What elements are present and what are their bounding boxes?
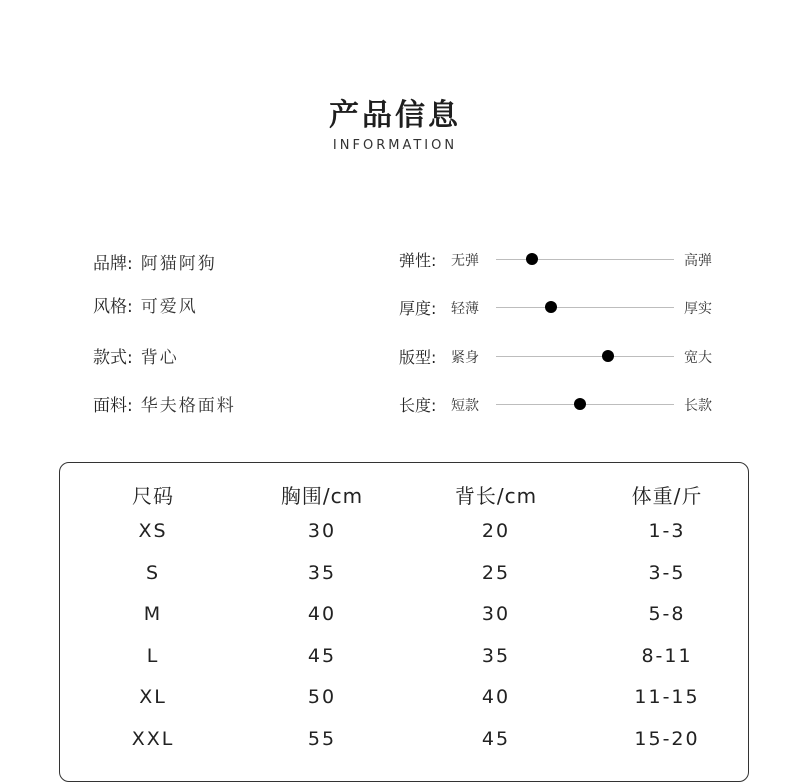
size-header-weight: 体重/斤 [631, 484, 703, 508]
size-table-cell: 35 [481, 645, 511, 667]
attribute-track [496, 259, 674, 260]
size-table-cell: M [143, 603, 163, 625]
size-table-cell: XL [139, 686, 167, 708]
info-row-fabric [93, 390, 236, 416]
info-key: 风格: [93, 296, 133, 317]
size-table-cell: 40 [481, 686, 511, 708]
size-header-chest: 胸围/cm [280, 484, 364, 508]
size-table-cell: 8-11 [641, 645, 693, 667]
attribute-row-length [399, 391, 729, 417]
attribute-high-label: 厚实 [684, 301, 712, 317]
info-key: 面料: [93, 395, 133, 416]
attribute-marker [526, 253, 538, 265]
size-table-cell: 45 [481, 728, 511, 750]
size-table-cell: 35 [307, 562, 337, 584]
size-table-cell: 50 [307, 686, 337, 708]
size-table-cell: 1-3 [648, 520, 686, 542]
size-table-cell: 5-8 [648, 603, 686, 625]
attribute-label: 长度: [399, 396, 437, 415]
size-table-cell: 20 [481, 520, 511, 542]
info-row-type [93, 342, 179, 368]
size-table-cell: 15-20 [634, 728, 700, 750]
attribute-track [496, 356, 674, 357]
attribute-row-thickness [399, 294, 729, 320]
size-table-cell: XXL [131, 728, 175, 750]
size-table-cell: 3-5 [648, 562, 686, 584]
info-key: 品牌: [93, 253, 133, 274]
info-value: 可爱风 [140, 296, 198, 317]
attribute-row-fit [399, 343, 729, 369]
page-subtitle: INFORMATION [332, 138, 458, 153]
attribute-label: 弹性: [399, 251, 437, 270]
size-table-cell: 55 [307, 728, 337, 750]
attribute-marker [602, 350, 614, 362]
size-table-cell: 30 [481, 603, 511, 625]
size-header-back-length: 背长/cm [454, 484, 538, 508]
attribute-low-label: 无弹 [451, 253, 479, 269]
attribute-high-label: 宽大 [684, 350, 712, 366]
attribute-high-label: 长款 [684, 398, 712, 414]
attribute-high-label: 高弹 [684, 253, 712, 269]
attribute-low-label: 紧身 [451, 350, 479, 366]
info-key: 款式: [93, 347, 133, 368]
info-value: 背心 [140, 347, 179, 368]
size-table-cell: L [146, 645, 160, 667]
size-table-cell: 40 [307, 603, 337, 625]
attribute-track [496, 307, 674, 308]
attribute-marker [545, 301, 557, 313]
size-table-cell: 45 [307, 645, 337, 667]
attribute-label: 厚度: [399, 299, 437, 318]
attribute-low-label: 短款 [451, 398, 479, 414]
size-table-cell: S [145, 562, 161, 584]
info-row-brand [93, 248, 217, 274]
size-table-cell: 25 [481, 562, 511, 584]
attribute-low-label: 轻薄 [451, 301, 479, 317]
info-row-style [93, 291, 198, 317]
page-title: 产品信息 [329, 98, 461, 133]
attribute-marker [574, 398, 586, 410]
attribute-row-elasticity [399, 246, 729, 272]
info-value: 华夫格面料 [140, 395, 236, 416]
size-table-cell: 11-15 [634, 686, 700, 708]
size-table-cell: XS [138, 520, 168, 542]
info-value: 阿猫阿狗 [140, 253, 217, 274]
size-table-cell: 30 [307, 520, 337, 542]
attribute-label: 版型: [399, 348, 437, 367]
size-header-size: 尺码 [132, 484, 174, 508]
